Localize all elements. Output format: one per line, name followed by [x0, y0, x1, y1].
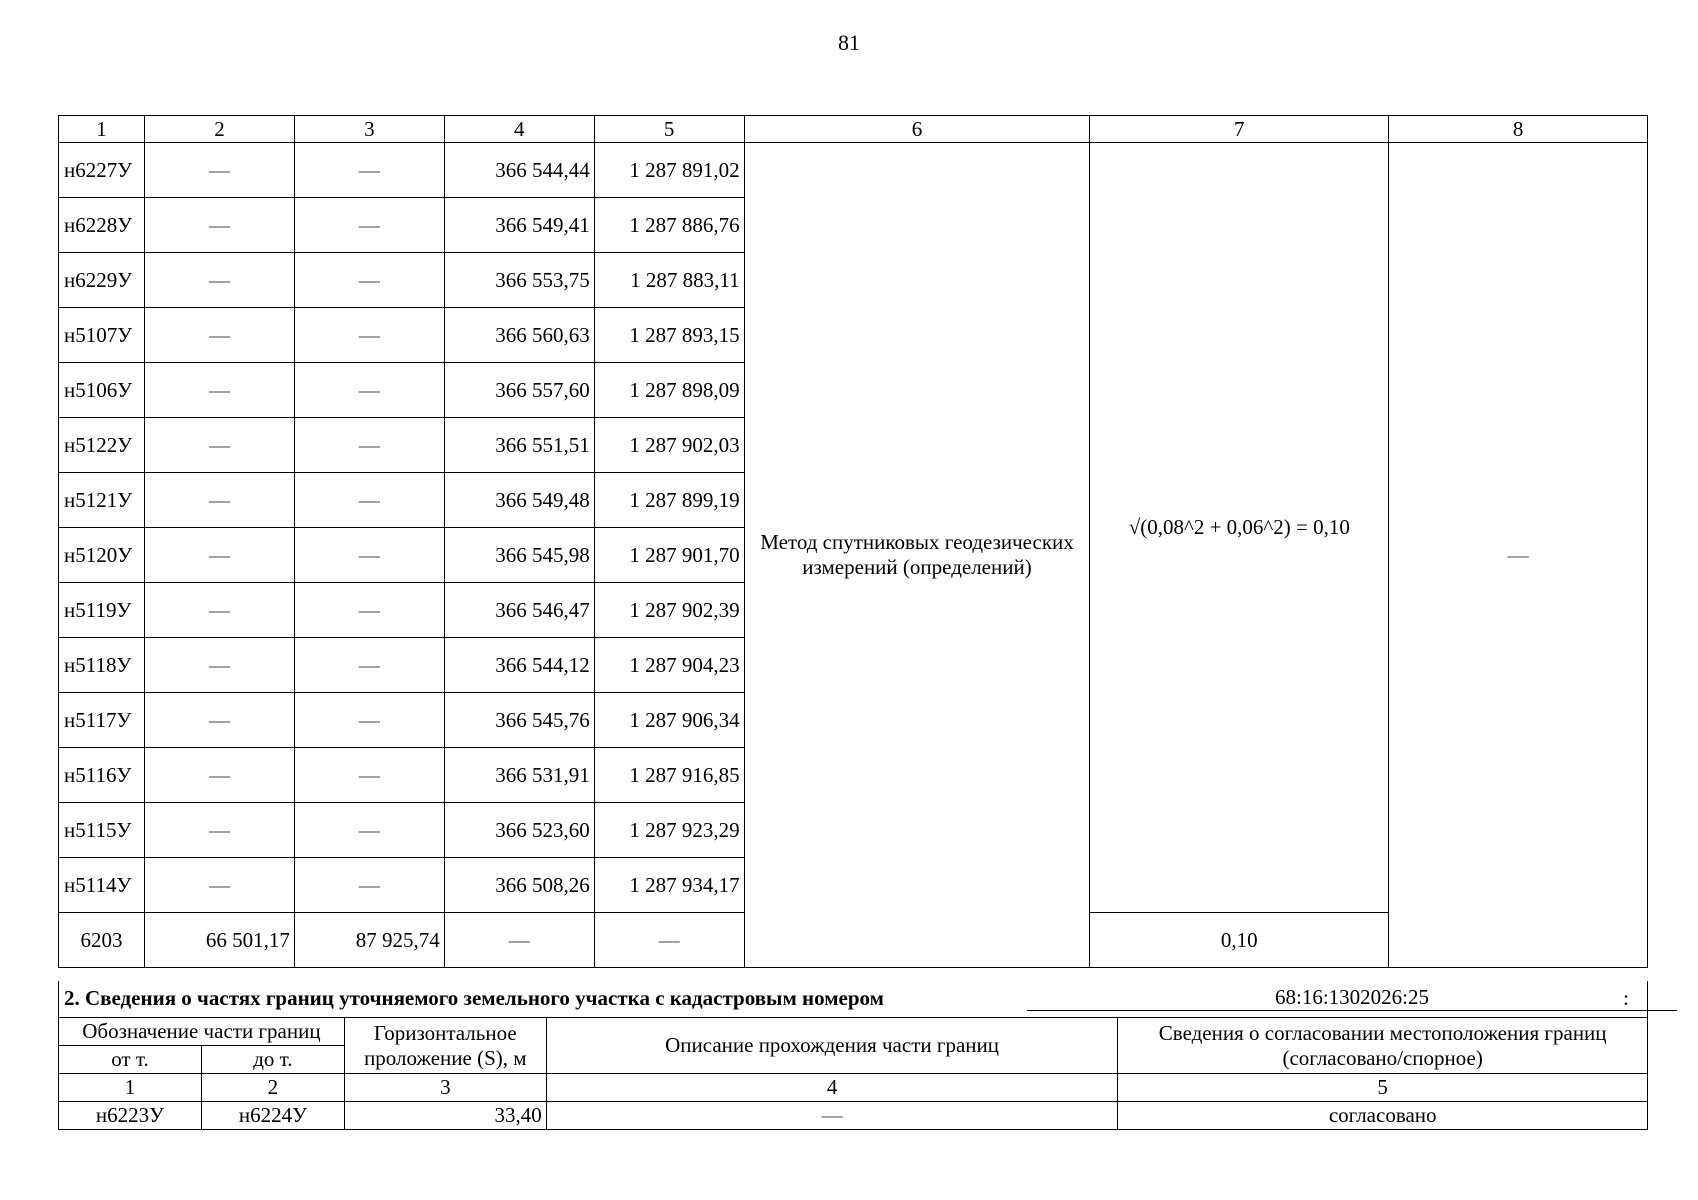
distance-header: Горизонтальное проложение (S), м [344, 1018, 546, 1074]
new-x-cell: — [444, 913, 594, 968]
new-x-cell: 366 508,26 [444, 858, 594, 913]
new-x-cell: 366 553,75 [444, 253, 594, 308]
accuracy-cell: 0,10 [1090, 913, 1389, 968]
new-y-cell: 1 287 916,85 [594, 748, 744, 803]
from-point-header: от т. [59, 1046, 202, 1074]
accuracy-formula-cell: √(0,08^2 + 0,06^2) = 0,10 [1090, 143, 1389, 913]
new-x-cell: 366 549,41 [444, 198, 594, 253]
section-2-heading [58, 981, 1648, 1017]
old-x-cell: — [144, 583, 294, 638]
old-x-cell: — [144, 363, 294, 418]
new-y-cell: 1 287 899,19 [594, 473, 744, 528]
new-y-cell: 1 287 934,17 [594, 858, 744, 913]
parts-column-number-row [59, 1074, 1648, 1102]
old-y-cell: — [294, 748, 444, 803]
new-x-cell: 366 544,12 [444, 638, 594, 693]
point-name-cell: н5122У [59, 418, 145, 473]
section-title: 2. Сведения о частях границ уточняемого земельного участка с кадастровым номером [64, 986, 884, 1010]
old-y-cell: — [294, 528, 444, 583]
new-y-cell: 1 287 891,02 [594, 143, 744, 198]
col8-cell: — [1389, 143, 1648, 968]
point-name-cell: н5107У [59, 308, 145, 363]
point-name-cell: н6227У [59, 143, 145, 198]
old-y-cell: — [294, 308, 444, 363]
to-point-cell: н6224У [201, 1102, 344, 1130]
cadastral-underline [1027, 1010, 1677, 1011]
old-x-cell: — [144, 418, 294, 473]
new-y-cell: 1 287 883,11 [594, 253, 744, 308]
old-x-cell: — [144, 693, 294, 748]
column-number: 4 [546, 1074, 1118, 1102]
description-cell: — [546, 1102, 1118, 1130]
method-cell: Метод спутниковых геодезических измерений (определений) [744, 143, 1090, 968]
column-number: 3 [294, 116, 444, 143]
column-number: 3 [344, 1074, 546, 1102]
new-x-cell: 366 560,63 [444, 308, 594, 363]
old-x-cell: — [144, 528, 294, 583]
column-number: 2 [144, 116, 294, 143]
page-number: 81 [838, 30, 860, 55]
new-y-cell: 1 287 906,34 [594, 693, 744, 748]
old-y-cell: — [294, 638, 444, 693]
new-x-cell: 366 546,47 [444, 583, 594, 638]
point-name-cell: н5114У [59, 858, 145, 913]
new-y-cell: 1 287 902,03 [594, 418, 744, 473]
column-number: 7 [1090, 116, 1389, 143]
new-y-cell: 1 287 898,09 [594, 363, 744, 418]
old-y-cell: — [294, 418, 444, 473]
old-y-cell: — [294, 858, 444, 913]
column-number-row [59, 116, 1648, 143]
column-number: 8 [1389, 116, 1648, 143]
new-x-cell: 366 523,60 [444, 803, 594, 858]
new-x-cell: 366 545,98 [444, 528, 594, 583]
new-x-cell: 366 551,51 [444, 418, 594, 473]
new-x-cell: 366 557,60 [444, 363, 594, 418]
old-y-cell: — [294, 363, 444, 418]
old-x-cell: — [144, 198, 294, 253]
old-x-cell: — [144, 858, 294, 913]
boundary-points-table [58, 115, 1648, 968]
new-y-cell: 1 287 904,23 [594, 638, 744, 693]
old-y-cell: 87 925,74 [294, 913, 444, 968]
agreement-header: Сведения о согласовании местоположения границ (согласовано/спорное) [1118, 1018, 1648, 1074]
old-y-cell: — [294, 693, 444, 748]
table-row [59, 1102, 1648, 1130]
old-x-cell: 66 501,17 [144, 913, 294, 968]
from-point-cell: н6223У [59, 1102, 202, 1130]
new-y-cell: 1 287 902,39 [594, 583, 744, 638]
old-y-cell: — [294, 143, 444, 198]
table-row [59, 143, 1648, 198]
new-y-cell: 1 287 901,70 [594, 528, 744, 583]
point-name-cell: н5119У [59, 583, 145, 638]
column-number: 1 [59, 116, 145, 143]
old-x-cell: — [144, 803, 294, 858]
column-number: 2 [201, 1074, 344, 1102]
to-point-header: до т. [201, 1046, 344, 1074]
old-y-cell: — [294, 803, 444, 858]
point-name-cell: н6229У [59, 253, 145, 308]
old-x-cell: — [144, 308, 294, 363]
new-y-cell: 1 287 893,15 [594, 308, 744, 363]
column-number: 5 [1118, 1074, 1648, 1102]
point-name-cell: н5121У [59, 473, 145, 528]
old-x-cell: — [144, 253, 294, 308]
column-number: 6 [744, 116, 1090, 143]
new-x-cell: 366 549,48 [444, 473, 594, 528]
old-x-cell: — [144, 143, 294, 198]
new-y-cell: — [594, 913, 744, 968]
new-x-cell: 366 531,91 [444, 748, 594, 803]
column-number: 4 [444, 116, 594, 143]
boundary-parts-table [58, 1017, 1648, 1130]
section-colon: : [1623, 986, 1629, 1010]
column-number: 1 [59, 1074, 202, 1102]
point-name-cell: н5118У [59, 638, 145, 693]
old-y-cell: — [294, 253, 444, 308]
distance-cell: 33,40 [344, 1102, 546, 1130]
old-y-cell: — [294, 198, 444, 253]
new-y-cell: 1 287 923,29 [594, 803, 744, 858]
agreement-cell: согласовано [1118, 1102, 1648, 1130]
point-name-cell: н5117У [59, 693, 145, 748]
point-name-cell: н5120У [59, 528, 145, 583]
point-name-cell: н5116У [59, 748, 145, 803]
point-name-cell: н6228У [59, 198, 145, 253]
new-x-cell: 366 544,44 [444, 143, 594, 198]
part-designation-header: Обозначение части границ [59, 1018, 345, 1046]
cadastral-number: 68:16:1302026:25 [1274, 985, 1429, 1009]
column-number: 5 [594, 116, 744, 143]
old-x-cell: — [144, 748, 294, 803]
old-x-cell: — [144, 473, 294, 528]
new-x-cell: 366 545,76 [444, 693, 594, 748]
description-header: Описание прохождения части границ [546, 1018, 1118, 1074]
point-name-cell: н5115У [59, 803, 145, 858]
point-name-cell: 6203 [59, 913, 145, 968]
old-x-cell: — [144, 638, 294, 693]
old-y-cell: — [294, 473, 444, 528]
point-name-cell: н5106У [59, 363, 145, 418]
new-y-cell: 1 287 886,76 [594, 198, 744, 253]
old-y-cell: — [294, 583, 444, 638]
